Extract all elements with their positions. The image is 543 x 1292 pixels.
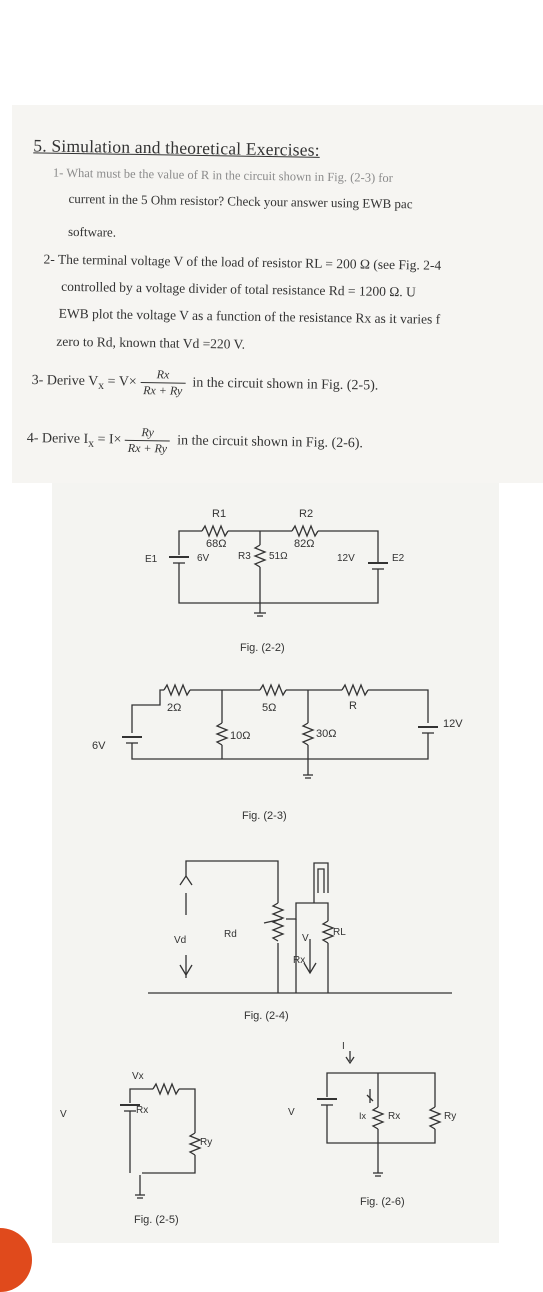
- fig23-v12-label: 12V: [443, 718, 463, 730]
- q4-denominator: Rx + Ry: [127, 440, 168, 456]
- q2-line-2: controlled by a voltage divider of total resistance Rd = 1200 Ω. U: [61, 278, 416, 300]
- fig25-rx-label: Rx: [136, 1105, 149, 1116]
- fig23-r30-label: 30Ω: [316, 728, 337, 740]
- fig26-ix-label: Ix: [359, 1111, 367, 1121]
- section-heading: 5. Simulation and theoretical Exercises:: [33, 135, 320, 160]
- fig22-e1-value: 6V: [197, 553, 210, 564]
- q3-suffix: in the circuit shown in Fig. (2-5).: [192, 375, 379, 394]
- fig24-vd-label: Vd: [174, 935, 187, 946]
- fig23-r5-label: 5Ω: [262, 702, 277, 714]
- q3-eq: = V×: [103, 374, 137, 390]
- fig26-ry-label: Ry: [444, 1111, 457, 1122]
- q2-line-4: zero to Rd, known that Vd =220 V.: [56, 333, 246, 352]
- q4-numerator: Ry: [125, 425, 170, 442]
- fig-2-6-diagram: [317, 1051, 440, 1176]
- q3-sub: x: [98, 378, 105, 392]
- q1-line-3: software.: [67, 223, 117, 240]
- fig22-r3-label: R3: [238, 551, 251, 562]
- q4-formula: [27, 423, 364, 459]
- fig26-v-label: V: [288, 1107, 295, 1118]
- fig24-rl-label: RL: [333, 927, 346, 938]
- q3-denominator: Rx + Ry: [143, 383, 183, 398]
- fig25-vx-label: Vx: [132, 1071, 144, 1082]
- fig26-i-label: I: [342, 1041, 345, 1052]
- circuit-figures-sheet: [52, 483, 499, 1243]
- circuit-figures-svg: [52, 483, 499, 1243]
- fig24-rx-label: Rx: [293, 955, 306, 966]
- corner-decoration: [0, 1228, 32, 1292]
- fig23-v6-label: 6V: [92, 740, 106, 752]
- fig23-caption: Fig. (2-3): [242, 810, 287, 822]
- fig22-e2-label: E2: [392, 553, 405, 564]
- q3-fraction: [140, 367, 186, 399]
- fig25-ry-label: Ry: [200, 1137, 213, 1148]
- fig22-caption: Fig. (2-2): [240, 642, 285, 654]
- fig23-rR-label: R: [349, 700, 357, 712]
- q4-suffix: in the circuit shown in Fig. (2-6).: [177, 433, 364, 452]
- fig23-r10-label: 10Ω: [230, 730, 251, 742]
- q2-line-1: 2- The terminal voltage V of the load of resistor RL = 200 Ω (see Fig. 2-4: [43, 251, 442, 273]
- fig22-e1-label: E1: [145, 554, 158, 565]
- q4-fraction: [125, 425, 171, 457]
- q4-prefix: 4- Derive I: [26, 430, 89, 447]
- fig25-caption: Fig. (2-5): [134, 1214, 179, 1226]
- q3-numerator: Rx: [140, 367, 185, 384]
- q1-line-1: 1- What must be the value of R in the circuit shown in Fig. (2-3) for: [52, 165, 393, 185]
- fig-2-3-diagram: [122, 685, 438, 778]
- fig22-r3-value: 51Ω: [269, 551, 288, 562]
- fig22-r1-label: R1: [212, 508, 227, 520]
- q3-prefix: 3- Derive V: [31, 373, 99, 390]
- fig-2-2-diagram: [169, 526, 388, 616]
- exercise-text-content: [12, 105, 543, 483]
- fig25-v-label: V: [60, 1109, 67, 1120]
- q1-line-2: current in the 5 Ohm resistor? Check your answer using EWB pac: [68, 190, 413, 212]
- fig22-r1-value: 68Ω: [206, 538, 227, 550]
- fig23-r2-label: 2Ω: [167, 702, 182, 714]
- q4-eq: = I×: [93, 432, 122, 448]
- fig26-caption: Fig. (2-6): [360, 1196, 405, 1208]
- q2-line-3: EWB plot the voltage V as a function of the resistance Rx as it varies f: [58, 305, 441, 327]
- fig24-rd-label: Rd: [224, 929, 237, 940]
- fig22-r2-value: 82Ω: [294, 538, 315, 550]
- exercise-text-sheet: [12, 105, 543, 483]
- fig22-r2-label: R2: [299, 508, 314, 520]
- fig-2-5-diagram: [120, 1084, 200, 1198]
- fig24-caption: Fig. (2-4): [244, 1010, 289, 1022]
- fig22-e2-value: 12V: [337, 553, 355, 564]
- fig26-rx-label: Rx: [388, 1111, 401, 1122]
- fig24-v-label: V: [302, 933, 309, 944]
- q3-formula: [31, 365, 378, 401]
- q4-sub: x: [88, 436, 95, 450]
- fig-2-4-diagram: [148, 861, 452, 993]
